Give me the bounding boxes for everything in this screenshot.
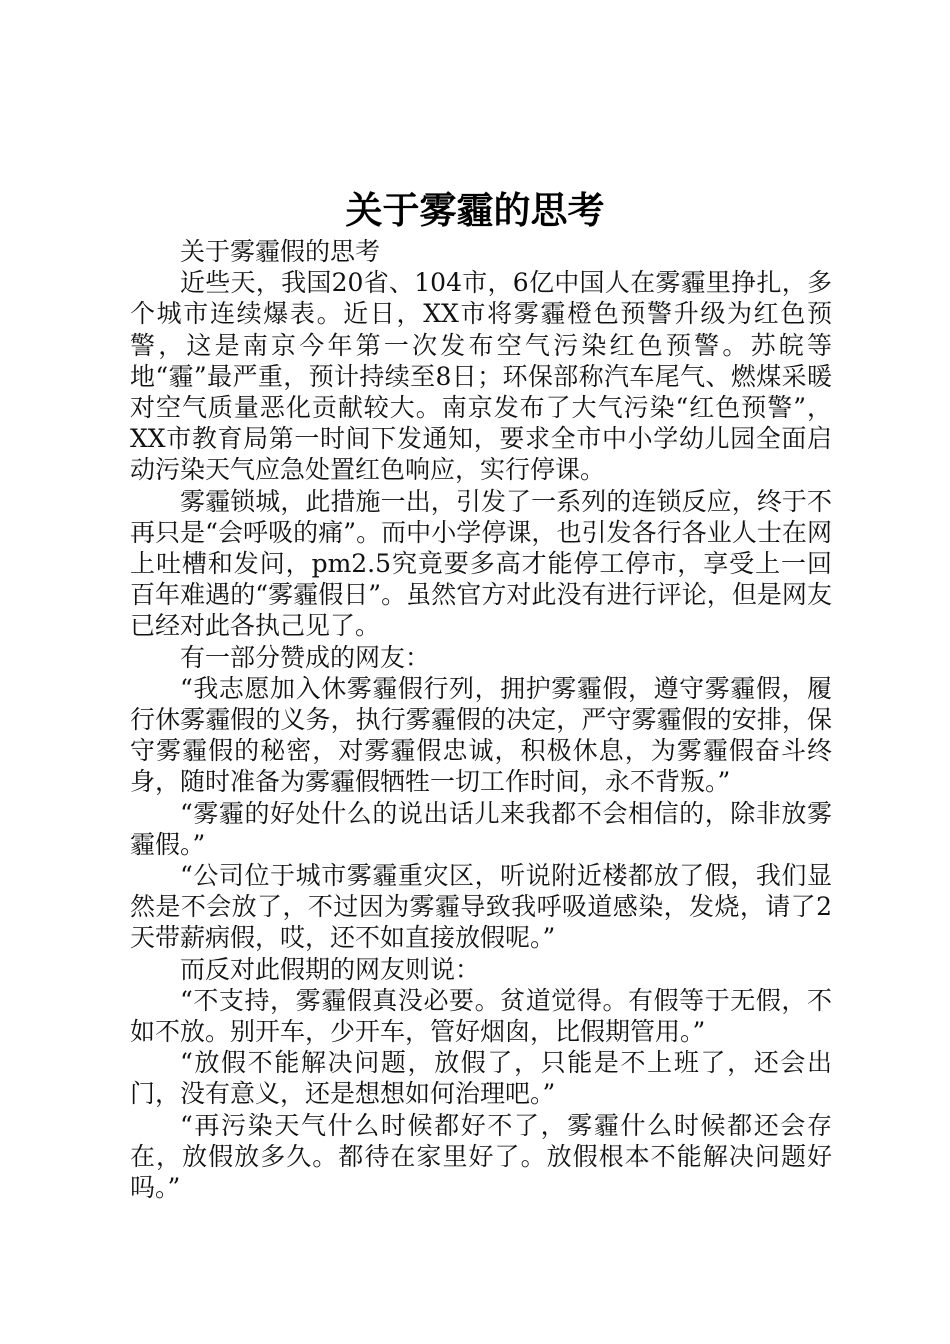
paragraph: “雾霾的好处什么的说出话儿来我都不会相信的，除非放雾霾假。” <box>130 798 832 859</box>
paragraph: “公司位于城市雾霾重灾区，听说附近楼都放了假，我们显然是不会放了，不过因为雾霾导致我呼吸道感染，发烧，请了2天带薪病假，哎，还不如直接放假呢。” <box>130 861 832 953</box>
paragraph: “放假不能解决问题，放假了，只能是不上班了，还会出门，没有意义，还是想想如何治理吧。” <box>130 1048 832 1109</box>
paragraph: 而反对此假期的网友则说： <box>180 954 481 984</box>
paragraph: 有一部分赞成的网友： <box>180 642 431 672</box>
paragraph: 雾霾锁城，此措施一出，引发了一系列的连锁反应，终于不再只是“会呼吸的痛”。而中小学停课，也引发各行各业人士在网上吐槽和发问，pm2.5究竟要多高才能停工停市，享受上一回百年难遇的“雾霾假日”。虽然官方对此没有进行评论，但是网友已经对此各执己见了。 <box>130 486 832 641</box>
paragraph: 关于雾霾假的思考 <box>180 237 381 266</box>
paragraph: 近些天，我国20省、104市，6亿中国人在雾霾里挣扎，多个城市连续爆表。近日，XX市将雾霾橙色预警升级为红色预警，这是南京今年第一次发布空气污染红色预警。苏皖等地“霾”最严重，预计持续至8日；环保部称汽车尾气、燃煤采暖对空气质量恶化贡献较大。南京发布了大气污染“红色预警”，XX市教育局第一时间下发通知，要求全市中小学幼儿园全面启动污染天气应急处置红色响应，实行停课。 <box>130 268 832 485</box>
paragraph: “不支持，雾霾假真没必要。贫道觉得。有假等于无假，不如不放。别开车，少开车，管好烟囱，比假期管用。” <box>130 985 832 1047</box>
paragraph: “我志愿加入休雾霾假行列，拥护雾霾假，遵守雾霾假，履行休雾霾假的义务，执行雾霾假的决定，严守雾霾假的安排，保守雾霾假的秘密，对雾霾假忠诚，积极休息，为雾霾假奋斗终身，随时准备为雾霾假牺牲一切工作时间，永不背叛。” <box>130 673 832 797</box>
paragraph: “再污染天气什么时候都好不了，雾霾什么时候都还会存在，放假放多久。都待在家里好了。放假根本不能解决问题好吗。” <box>130 1110 832 1203</box>
document-title: 关于雾霾的思考 <box>345 188 605 232</box>
document-body <box>130 236 832 1203</box>
